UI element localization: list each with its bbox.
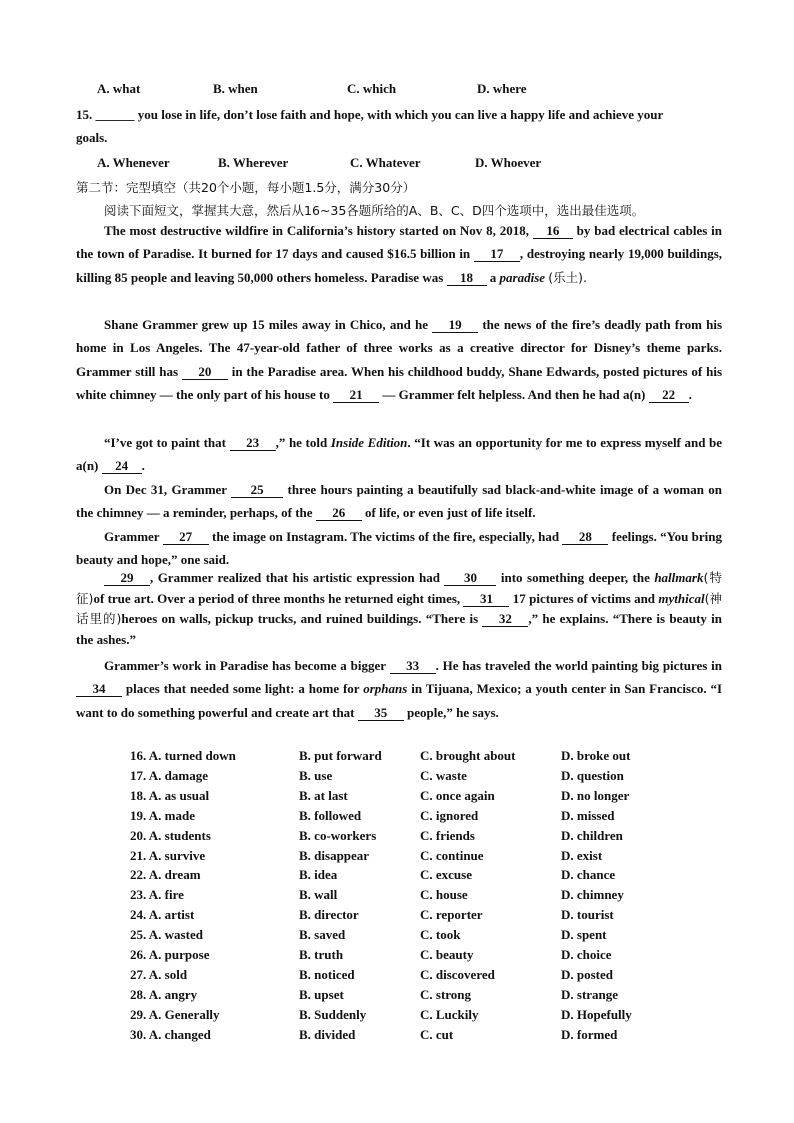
passage-italic-term: paradise xyxy=(499,269,546,285)
answer-option-d[interactable]: D. spent xyxy=(561,927,607,943)
passage-italic-term: orphans xyxy=(363,681,408,697)
passage-paragraph-6 xyxy=(76,568,722,651)
blank-16: 16 xyxy=(533,223,573,239)
passage-text: places that needed some light: a home for xyxy=(125,681,360,697)
passage-text: . xyxy=(688,387,692,403)
q14-option-c: C. which xyxy=(347,81,397,96)
blank-17: 17 xyxy=(474,246,520,262)
passage-paragraph-4 xyxy=(76,478,722,525)
answer-option-d[interactable]: D. chimney xyxy=(561,887,624,903)
answer-option-d[interactable]: D. no longer xyxy=(561,787,630,803)
passage-paragraph-3 xyxy=(76,431,722,478)
blank-27: 27 xyxy=(163,529,209,545)
answer-row xyxy=(130,865,690,885)
answer-option-c[interactable]: C. once again xyxy=(420,787,495,803)
passage-text: of life, or even just of life itself. xyxy=(365,505,536,521)
answer-row xyxy=(130,905,690,925)
blank-26: 26 xyxy=(316,505,362,521)
answer-row xyxy=(130,965,690,985)
answer-row xyxy=(130,846,690,866)
answer-option-a[interactable]: 20. A. students xyxy=(130,827,211,843)
answer-option-c[interactable]: C. waste xyxy=(420,767,467,783)
passage-paragraph-7 xyxy=(76,654,722,724)
answer-option-c[interactable]: C. reporter xyxy=(420,907,483,923)
answer-option-a[interactable]: 29. A. Generally xyxy=(130,1006,220,1022)
answer-row xyxy=(130,806,690,826)
blank-32: 32 xyxy=(482,611,528,627)
passage-text: heroes on walls, pickup trucks, and ruined buildings. “There is xyxy=(121,611,479,627)
passage-text: ,” he explains. “There is beauty in the ashes.” xyxy=(76,611,723,648)
passage-text: . He has traveled the world painting big pictures in xyxy=(435,658,723,673)
answer-option-c[interactable]: C. strong xyxy=(420,986,472,1002)
passage-text: Grammer’s work in Paradise has become a bigger xyxy=(104,658,386,673)
answer-row xyxy=(130,925,690,945)
answer-option-b[interactable]: B. noticed xyxy=(299,966,355,982)
passage-text: by bad electrical cables in the town of Paradise. It burned for 17 days and caused $16.5 billion in xyxy=(76,223,722,262)
answer-option-b[interactable]: B. upset xyxy=(299,986,344,1002)
passage-text: , Grammer realized that his artistic expression had xyxy=(150,570,440,585)
passage-text: “I’ve got to paint that xyxy=(104,435,226,450)
q15-options xyxy=(97,155,743,173)
passage-text: . “It was an opportunity for me to express myself and be a(n) xyxy=(76,435,723,474)
passage-text: . xyxy=(141,458,145,474)
answer-option-a[interactable]: 19. A. made xyxy=(130,807,195,823)
passage-text: a xyxy=(489,269,497,285)
passage-paragraph-5 xyxy=(76,525,722,572)
answer-option-d[interactable]: D. chance xyxy=(561,867,616,883)
passage-text: in the Paradise area. When his childhood buddy, Shane Edwards, posted pictures of his white chimney — the only part of his house to xyxy=(76,363,723,403)
passage-text: of true art. Over a period of three months he returned eight times, xyxy=(93,590,461,606)
blank-23: 23 xyxy=(230,435,276,451)
passage-italic-term: mythical xyxy=(658,590,705,606)
answer-row xyxy=(130,786,690,806)
answer-option-c[interactable]: C. Luckily xyxy=(420,1006,479,1022)
passage-text: feelings. “You bring beauty and hope,” one said. xyxy=(76,529,723,568)
section-instruction: 阅读下面短文，掌握其大意，然后从16~35各题所给的A、B、C、D四个选项中，选出最佳选项。 xyxy=(104,203,645,218)
answer-option-a[interactable]: 30. A. changed xyxy=(130,1026,211,1042)
answer-option-b[interactable]: B. co-workers xyxy=(299,827,377,843)
q15-text: you lose in life, don’t lose faith and hope, with which you can live a happy life and achieve your xyxy=(137,107,664,122)
section-title: 第二节：完型填空（共20个小题，每小题1.5分，满分30分） xyxy=(76,180,416,195)
blank-31: 31 xyxy=(463,591,509,607)
passage-text: , destroying nearly 19,000 buildings, killing 85 people and leaving 50,000 others homeless. Paradise was xyxy=(76,246,723,285)
answer-option-a[interactable]: 27. A. sold xyxy=(130,966,188,982)
answer-option-c[interactable]: C. cut xyxy=(420,1026,454,1042)
answer-option-b[interactable]: B. at last xyxy=(299,787,348,803)
passage-text: On Dec 31, Grammer xyxy=(104,482,227,497)
answer-option-a[interactable]: 25. A. wasted xyxy=(130,927,203,943)
answer-option-a[interactable]: 28. A. angry xyxy=(130,986,198,1002)
answer-option-d[interactable]: D. missed xyxy=(561,807,615,823)
answer-row xyxy=(130,945,690,965)
answer-option-c[interactable]: C. friends xyxy=(420,827,475,843)
answer-option-b[interactable]: B. saved xyxy=(299,927,346,943)
answer-option-c[interactable]: C. ignored xyxy=(420,807,479,823)
passage-text: 17 pictures of victims and xyxy=(512,590,656,606)
answer-option-b[interactable]: B. divided xyxy=(299,1026,356,1042)
answer-option-a[interactable]: 26. A. purpose xyxy=(130,947,210,962)
blank-18: 18 xyxy=(447,270,487,286)
q14-options xyxy=(97,81,743,99)
q14-option-a: A. what xyxy=(97,81,141,96)
q15-blank: ______ xyxy=(95,107,135,122)
answer-option-b[interactable]: B. truth xyxy=(299,947,344,962)
answer-option-a[interactable]: 16. A. turned down xyxy=(130,748,236,763)
answer-row xyxy=(130,826,690,846)
blank-24: 24 xyxy=(102,458,142,474)
answer-option-c[interactable]: C. discovered xyxy=(420,966,495,982)
blank-34: 34 xyxy=(76,681,122,697)
q15-option-a: A. Whenever xyxy=(97,155,170,170)
passage-italic-term: Inside Edition xyxy=(330,435,408,450)
passage-text: into something deeper, the xyxy=(500,570,650,585)
q14-option-d: D. where xyxy=(477,81,527,96)
passage-text: people,” he says. xyxy=(407,704,499,720)
answer-option-d[interactable]: D. posted xyxy=(561,966,614,982)
answer-option-c[interactable]: C. continue xyxy=(420,847,484,863)
answer-row xyxy=(130,1005,690,1025)
blank-25: 25 xyxy=(231,482,283,498)
answer-option-c[interactable]: C. house xyxy=(420,887,468,903)
answer-option-b[interactable]: B. use xyxy=(299,767,333,783)
passage-text: the image on Instagram. The victims of the fire, especially, had xyxy=(211,529,560,544)
answer-option-d[interactable]: D. choice xyxy=(561,947,612,962)
answer-row xyxy=(130,885,690,905)
answer-option-a[interactable]: 24. A. artist xyxy=(130,907,195,923)
answer-option-d[interactable]: D. tourist xyxy=(561,907,614,923)
answer-option-b[interactable]: B. director xyxy=(299,907,359,923)
passage-text: the news of the fire’s deadly path from his home in Los Angeles. The 47-year-old father of three works as a creative director for Disney’s theme parks. Grammer still has xyxy=(76,317,723,379)
passage-text: Shane Grammer grew up 15 miles away in Chico, and he xyxy=(104,317,428,332)
answer-row xyxy=(130,1025,690,1045)
passage-text: ,” he told xyxy=(275,435,328,450)
answer-option-c[interactable]: C. beauty xyxy=(420,947,474,962)
passage-italic-term: hallmark xyxy=(654,570,704,585)
answer-option-d[interactable]: D. strange xyxy=(561,986,619,1002)
passage-text: three hours painting a beautifully sad black-and-white image of a woman on the chimney — a reminder, perhaps, of the xyxy=(76,482,722,521)
answer-option-a[interactable]: 22. A. dream xyxy=(130,867,201,883)
blank-22: 22 xyxy=(649,387,689,403)
answer-row xyxy=(130,746,690,766)
q15-option-c: C. Whatever xyxy=(350,155,421,170)
answer-option-b[interactable]: B. idea xyxy=(299,867,338,883)
answer-option-d[interactable]: D. formed xyxy=(561,1026,618,1042)
blank-28: 28 xyxy=(562,529,608,545)
answer-option-b[interactable]: B. followed xyxy=(299,807,362,823)
passage-paragraph-1 xyxy=(76,219,722,289)
blank-30: 30 xyxy=(444,570,496,586)
answer-option-d[interactable]: D. question xyxy=(561,767,624,783)
passage-gloss: (神话里的) xyxy=(76,590,723,627)
answer-row xyxy=(130,766,690,786)
blank-29: 29 xyxy=(104,570,150,586)
q15-option-b: B. Wherever xyxy=(218,155,289,170)
passage-text: The most destructive wildfire in California’s history started on Nov 8, 2018, xyxy=(104,223,529,238)
blank-20: 20 xyxy=(182,364,228,380)
answer-option-a[interactable]: 17. A. damage xyxy=(130,767,208,783)
blank-21: 21 xyxy=(333,387,379,403)
answer-option-d[interactable]: D. Hopefully xyxy=(561,1006,632,1022)
answer-option-b[interactable]: B. put forward xyxy=(299,748,382,763)
q15-number: 15. xyxy=(76,107,93,122)
answer-row xyxy=(130,985,690,1005)
answer-option-c[interactable]: C. excuse xyxy=(420,867,472,883)
passage-text: — Grammer felt helpless. And then he had a(n) xyxy=(382,387,646,403)
q14-option-b: B. when xyxy=(213,81,258,96)
blank-19: 19 xyxy=(432,317,478,333)
answer-option-a[interactable]: 18. A. as usual xyxy=(130,787,210,803)
answer-option-c[interactable]: C. took xyxy=(420,927,461,943)
blank-33: 33 xyxy=(390,658,436,674)
passage-paragraph-2 xyxy=(76,313,722,407)
answer-option-b[interactable]: B. Suddenly xyxy=(299,1006,367,1022)
blank-35: 35 xyxy=(358,705,404,721)
answer-option-c[interactable]: C. brought about xyxy=(420,748,516,763)
answer-option-d[interactable]: D. broke out xyxy=(561,748,631,763)
q15-option-d: D. Whoever xyxy=(475,155,542,170)
passage-gloss: (特征) xyxy=(76,570,723,606)
answer-option-d[interactable]: D. children xyxy=(561,827,623,843)
passage-text: in Tijuana, Mexico; a youth center in San Francisco. “I want to do something powerful and create art that xyxy=(76,681,723,720)
answer-option-a[interactable]: 21. A. survive xyxy=(130,847,206,863)
answer-option-b[interactable]: B. disappear xyxy=(299,847,370,863)
answer-option-a[interactable]: 23. A. fire xyxy=(130,887,184,903)
answer-option-d[interactable]: D. exist xyxy=(561,847,603,863)
passage-gloss: (乐土). xyxy=(548,269,588,285)
q15-stem xyxy=(76,103,722,150)
passage-text: Grammer xyxy=(104,529,160,544)
answer-option-b[interactable]: B. wall xyxy=(299,887,338,903)
q15-text-cont: goals. xyxy=(76,130,108,146)
